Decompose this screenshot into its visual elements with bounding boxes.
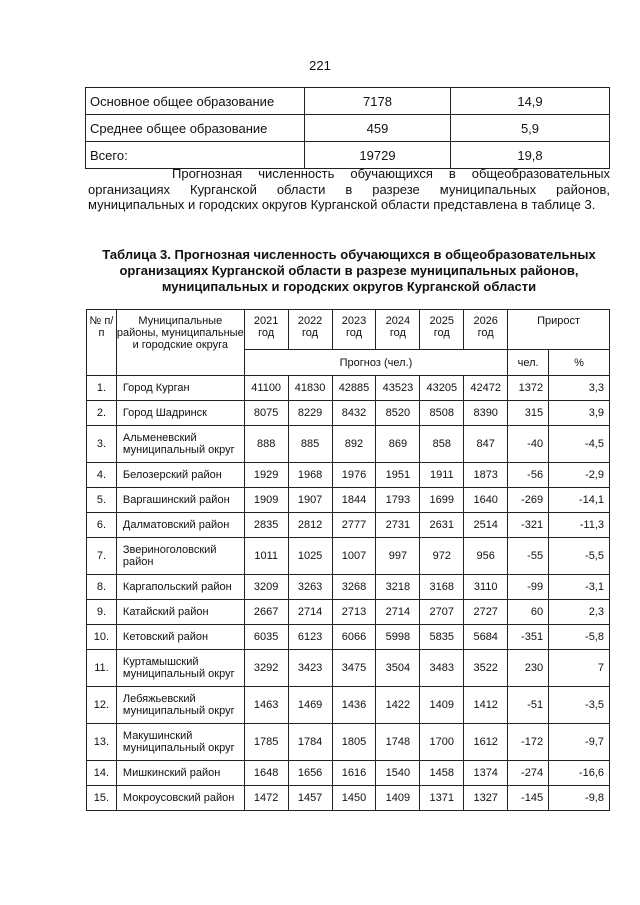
row-number: 13. — [87, 724, 117, 761]
table-row — [87, 761, 610, 786]
table-row — [87, 625, 610, 650]
header-year: 2022 год — [288, 310, 332, 350]
header-year: 2021 год — [244, 310, 288, 350]
growth-people: -51 — [508, 687, 549, 724]
level-label: Всего: — [86, 142, 305, 169]
forecast-value: 6066 — [332, 625, 376, 650]
forecast-value: 1616 — [332, 761, 376, 786]
level-percent: 14,9 — [451, 88, 610, 115]
forecast-value: 972 — [420, 538, 464, 575]
table-row — [87, 401, 610, 426]
forecast-value: 1951 — [376, 463, 420, 488]
growth-percent: -14,1 — [549, 488, 610, 513]
forecast-value: 2731 — [376, 513, 420, 538]
forecast-value: 3483 — [420, 650, 464, 687]
district-name: Макушинский муниципальный округ — [116, 724, 244, 761]
forecast-value: 1793 — [376, 488, 420, 513]
forecast-value: 3475 — [332, 650, 376, 687]
level-percent: 5,9 — [451, 115, 610, 142]
table-row — [87, 724, 610, 761]
header-forecast: Прогноз (чел.) — [244, 350, 507, 376]
forecast-value: 956 — [464, 538, 508, 575]
district-name: Варгашинский район — [116, 488, 244, 513]
table-row — [87, 513, 610, 538]
education-level-table — [85, 87, 610, 169]
level-count: 7178 — [305, 88, 451, 115]
forecast-value: 1612 — [464, 724, 508, 761]
forecast-value: 1656 — [288, 761, 332, 786]
row-number: 4. — [87, 463, 117, 488]
district-name: Каргапольский район — [116, 575, 244, 600]
forecast-value: 2812 — [288, 513, 332, 538]
forecast-value: 3110 — [464, 575, 508, 600]
forecast-value: 8508 — [420, 401, 464, 426]
forecast-value: 1011 — [244, 538, 288, 575]
growth-people: -55 — [508, 538, 549, 575]
forecast-value: 1025 — [288, 538, 332, 575]
forecast-value: 42472 — [464, 376, 508, 401]
forecast-value: 1409 — [420, 687, 464, 724]
forecast-value: 3218 — [376, 575, 420, 600]
growth-percent: -16,6 — [549, 761, 610, 786]
row-number: 12. — [87, 687, 117, 724]
forecast-value: 1457 — [288, 786, 332, 811]
forecast-value: 1844 — [332, 488, 376, 513]
forecast-value: 6035 — [244, 625, 288, 650]
forecast-paragraph — [88, 166, 610, 213]
forecast-value: 2777 — [332, 513, 376, 538]
row-number: 15. — [87, 786, 117, 811]
forecast-value: 1409 — [376, 786, 420, 811]
forecast-value: 5835 — [420, 625, 464, 650]
district-name: Куртамышский муниципальный округ — [116, 650, 244, 687]
forecast-value: 3423 — [288, 650, 332, 687]
growth-percent: 3,3 — [549, 376, 610, 401]
table-row — [86, 115, 610, 142]
forecast-value: 1450 — [332, 786, 376, 811]
header-year: 2025 год — [420, 310, 464, 350]
row-number: 2. — [87, 401, 117, 426]
forecast-value: 1805 — [332, 724, 376, 761]
forecast-value: 3292 — [244, 650, 288, 687]
forecast-value: 43523 — [376, 376, 420, 401]
table3-title: Таблица 3. Прогнозная численность обучающихся в общеобразовательных организациях Курганской области в разрезе муниципальных районов, муниципальных и городских округов Курганской области — [102, 247, 596, 294]
forecast-value: 1968 — [288, 463, 332, 488]
district-name: Мокроусовский район — [116, 786, 244, 811]
growth-percent: -4,5 — [549, 426, 610, 463]
row-number: 6. — [87, 513, 117, 538]
growth-percent: -9,7 — [549, 724, 610, 761]
forecast-value: 1640 — [464, 488, 508, 513]
forecast-value: 2707 — [420, 600, 464, 625]
growth-people: -321 — [508, 513, 549, 538]
forecast-value: 1327 — [464, 786, 508, 811]
growth-percent: -5,8 — [549, 625, 610, 650]
forecast-value: 1699 — [420, 488, 464, 513]
growth-percent: -2,9 — [549, 463, 610, 488]
growth-people: -172 — [508, 724, 549, 761]
forecast-value: 2835 — [244, 513, 288, 538]
growth-percent: 3,9 — [549, 401, 610, 426]
table-row — [87, 538, 610, 575]
forecast-value: 1422 — [376, 687, 420, 724]
growth-people: 1372 — [508, 376, 549, 401]
row-number: 9. — [87, 600, 117, 625]
forecast-value: 1469 — [288, 687, 332, 724]
growth-people: 315 — [508, 401, 549, 426]
table-row — [87, 650, 610, 687]
forecast-value: 1909 — [244, 488, 288, 513]
page-number: 221 — [309, 58, 331, 73]
growth-people: -99 — [508, 575, 549, 600]
forecast-value: 1540 — [376, 761, 420, 786]
paragraph-text: Прогнозная численность обучающихся в общеобразовательных организациях Курганской области в разрезе муниципальных районов, муниципальных и городских округов Курганской области представлена в таблице 3. — [88, 166, 610, 212]
table-row — [86, 88, 610, 115]
growth-percent: -9,8 — [549, 786, 610, 811]
growth-percent: 7 — [549, 650, 610, 687]
district-name: Мишкинский район — [116, 761, 244, 786]
forecast-value: 3168 — [420, 575, 464, 600]
table-row — [87, 575, 610, 600]
table-row — [87, 600, 610, 625]
row-number: 3. — [87, 426, 117, 463]
district-name: Кетовский район — [116, 625, 244, 650]
forecast-value: 2514 — [464, 513, 508, 538]
forecast-value: 3209 — [244, 575, 288, 600]
row-number: 1. — [87, 376, 117, 401]
forecast-value: 1873 — [464, 463, 508, 488]
forecast-value: 3268 — [332, 575, 376, 600]
forecast-value: 1929 — [244, 463, 288, 488]
row-number: 8. — [87, 575, 117, 600]
table-row — [87, 426, 610, 463]
district-name: Катайский район — [116, 600, 244, 625]
forecast-value: 1458 — [420, 761, 464, 786]
growth-people: -56 — [508, 463, 549, 488]
forecast-value: 1374 — [464, 761, 508, 786]
growth-people: -274 — [508, 761, 549, 786]
forecast-value: 8432 — [332, 401, 376, 426]
growth-people: 230 — [508, 650, 549, 687]
forecast-value: 1007 — [332, 538, 376, 575]
forecast-value: 1472 — [244, 786, 288, 811]
forecast-value: 892 — [332, 426, 376, 463]
growth-percent: -11,3 — [549, 513, 610, 538]
forecast-value: 1463 — [244, 687, 288, 724]
forecast-value: 6123 — [288, 625, 332, 650]
district-name: Белозерский район — [116, 463, 244, 488]
forecast-value: 5998 — [376, 625, 420, 650]
growth-percent: -3,5 — [549, 687, 610, 724]
forecast-value: 858 — [420, 426, 464, 463]
growth-people: -351 — [508, 625, 549, 650]
level-count: 19729 — [305, 142, 451, 169]
growth-percent: 2,3 — [549, 600, 610, 625]
forecast-value: 8520 — [376, 401, 420, 426]
forecast-value: 888 — [244, 426, 288, 463]
header-district: Муниципальные районы, муниципальные и городские округа — [116, 310, 244, 376]
forecast-value: 1907 — [288, 488, 332, 513]
forecast-value: 1784 — [288, 724, 332, 761]
district-name: Лебяжьевский муниципальный округ — [116, 687, 244, 724]
row-number: 14. — [87, 761, 117, 786]
row-number: 10. — [87, 625, 117, 650]
forecast-table — [86, 309, 610, 811]
forecast-value: 1412 — [464, 687, 508, 724]
forecast-value: 1911 — [420, 463, 464, 488]
header-growth: Прирост — [508, 310, 610, 350]
row-number: 11. — [87, 650, 117, 687]
table-row — [87, 488, 610, 513]
forecast-value: 847 — [464, 426, 508, 463]
district-name: Город Курган — [116, 376, 244, 401]
table-row — [86, 142, 610, 169]
forecast-value: 8075 — [244, 401, 288, 426]
forecast-value: 1785 — [244, 724, 288, 761]
forecast-value: 2713 — [332, 600, 376, 625]
table-row — [87, 463, 610, 488]
forecast-value: 41830 — [288, 376, 332, 401]
forecast-value: 1700 — [420, 724, 464, 761]
forecast-value: 869 — [376, 426, 420, 463]
header-year: 2023 год — [332, 310, 376, 350]
header-year: 2024 год — [376, 310, 420, 350]
growth-people: -40 — [508, 426, 549, 463]
table-row — [87, 376, 610, 401]
forecast-value: 2667 — [244, 600, 288, 625]
forecast-value: 2727 — [464, 600, 508, 625]
growth-people: 60 — [508, 600, 549, 625]
forecast-value: 3504 — [376, 650, 420, 687]
header-percent: % — [549, 350, 610, 376]
forecast-value: 885 — [288, 426, 332, 463]
level-percent: 19,8 — [451, 142, 610, 169]
forecast-value: 1748 — [376, 724, 420, 761]
forecast-value: 3522 — [464, 650, 508, 687]
level-label: Основное общее образование — [86, 88, 305, 115]
forecast-value: 1371 — [420, 786, 464, 811]
table-row — [87, 687, 610, 724]
table-row — [87, 786, 610, 811]
growth-percent: -5,5 — [549, 538, 610, 575]
forecast-value: 43205 — [420, 376, 464, 401]
district-name: Город Шадринск — [116, 401, 244, 426]
header-year: 2026 год — [464, 310, 508, 350]
forecast-value: 1648 — [244, 761, 288, 786]
forecast-value: 997 — [376, 538, 420, 575]
district-name: Звериноголовский район — [116, 538, 244, 575]
growth-people: -269 — [508, 488, 549, 513]
forecast-value: 8229 — [288, 401, 332, 426]
forecast-value: 1436 — [332, 687, 376, 724]
row-number: 7. — [87, 538, 117, 575]
header-people: чел. — [508, 350, 549, 376]
forecast-value: 2714 — [376, 600, 420, 625]
district-name: Далматовский район — [116, 513, 244, 538]
forecast-value: 2631 — [420, 513, 464, 538]
forecast-value: 3263 — [288, 575, 332, 600]
header-num: № п/п — [87, 310, 117, 376]
level-count: 459 — [305, 115, 451, 142]
forecast-value: 41100 — [244, 376, 288, 401]
forecast-value: 8390 — [464, 401, 508, 426]
level-label: Среднее общее образование — [86, 115, 305, 142]
district-name: Альменевский муниципальный округ — [116, 426, 244, 463]
growth-people: -145 — [508, 786, 549, 811]
forecast-value: 1976 — [332, 463, 376, 488]
forecast-value: 2714 — [288, 600, 332, 625]
forecast-value: 5684 — [464, 625, 508, 650]
forecast-value: 42885 — [332, 376, 376, 401]
row-number: 5. — [87, 488, 117, 513]
growth-percent: -3,1 — [549, 575, 610, 600]
